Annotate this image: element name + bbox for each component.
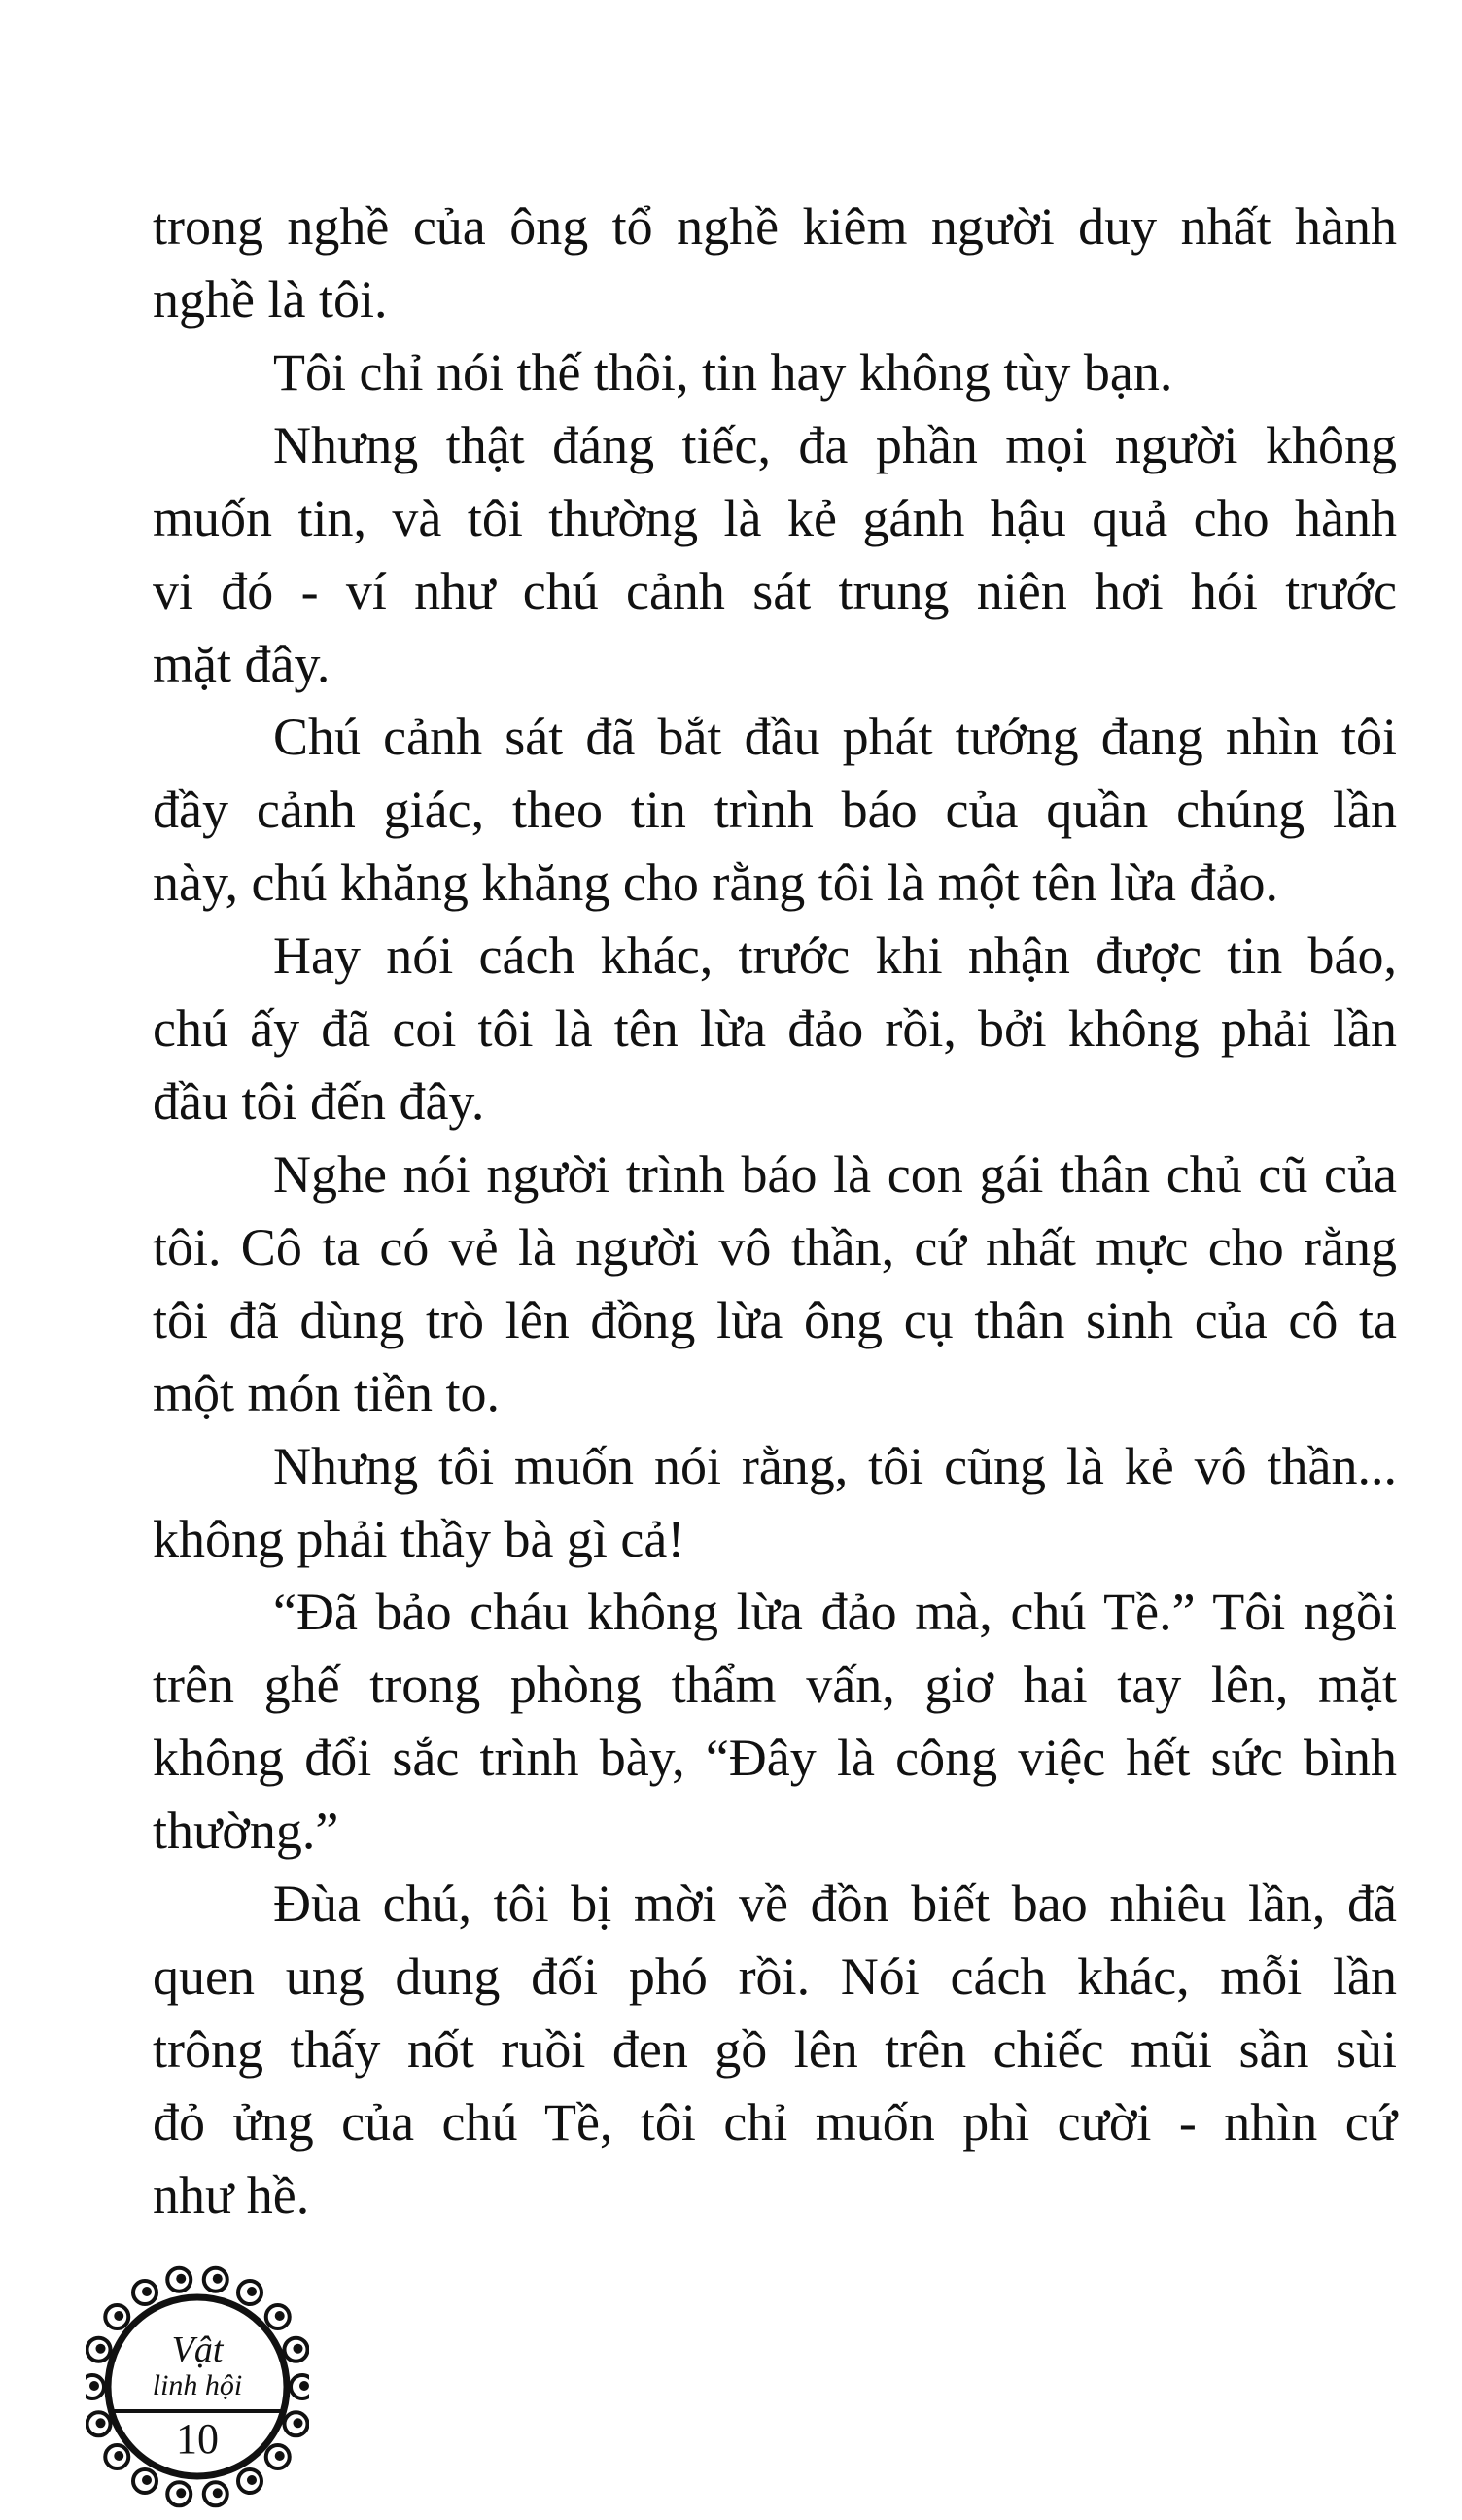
text-line: một món tiền to. xyxy=(153,1364,500,1422)
text-line: đầu tôi đến đây. xyxy=(153,1072,485,1131)
paragraph xyxy=(153,1430,1397,1576)
text-line: này, chú khăng khăng cho rằng tôi là một tên lừa đảo. xyxy=(153,854,1278,912)
text-line: đỏ ửng của chú Tề, tôi chỉ muốn phì cười - nhìn cứ xyxy=(153,2093,1397,2152)
page-number-seal xyxy=(86,2260,309,2513)
text-line: không phải thầy bà gì cả! xyxy=(153,1510,685,1568)
paragraph xyxy=(153,1576,1397,1868)
text-line: tôi đã dùng trò lên đồng lừa ông cụ thân sinh của cô ta xyxy=(153,1291,1397,1349)
text-line: Nghe nói người trình báo là con gái thân chủ cũ của xyxy=(273,1145,1397,1204)
text-line: vi đó - ví như chú cảnh sát trung niên hơi hói trước xyxy=(153,562,1397,620)
swirl-ornament xyxy=(204,2482,227,2505)
text-line: “Đã bảo cháu không lừa đảo mà, chú Tề.” Tôi ngồi xyxy=(273,1583,1397,1641)
text-line: Hay nói cách khác, trước khi nhận được tin báo, xyxy=(273,927,1397,985)
swirl-ornament xyxy=(133,2469,157,2493)
book-title-line2: linh hội xyxy=(152,2369,243,2401)
paragraph xyxy=(153,191,1397,336)
text-line: thường.” xyxy=(153,1802,339,1860)
swirl-ornament xyxy=(105,2305,128,2328)
paragraph xyxy=(153,1868,1397,2232)
swirl-ornament xyxy=(204,2268,227,2292)
page-number: 10 xyxy=(176,2415,219,2463)
text-line: như hề. xyxy=(153,2166,310,2224)
paragraph xyxy=(153,701,1397,920)
text-line: trên ghế trong phòng thẩm vấn, giơ hai tay lên, mặt xyxy=(153,1656,1397,1714)
swirl-ornament xyxy=(167,2482,191,2505)
book-title-line1: Vật xyxy=(171,2329,224,2370)
swirl-ornament xyxy=(266,2305,290,2328)
text-line: chú ấy đã coi tôi là tên lừa đảo rồi, bởi không phải lần xyxy=(153,999,1397,1058)
text-line: Nhưng thật đáng tiếc, đa phần mọi người không xyxy=(273,416,1397,474)
paragraph xyxy=(153,920,1397,1138)
swirl-ornament xyxy=(238,2469,261,2493)
body-text xyxy=(153,191,1397,2232)
text-line: trông thấy nốt ruồi đen gồ lên trên chiếc mũi sần sùi xyxy=(153,2020,1397,2079)
paragraph xyxy=(153,1138,1397,1430)
text-line: Đùa chú, tôi bị mời về đồn biết bao nhiêu lần, đã xyxy=(273,1874,1397,1933)
text-line: quen ung dung đối phó rồi. Nói cách khác, mỗi lần xyxy=(153,1947,1397,2006)
text-line: muốn tin, và tôi thường là kẻ gánh hậu quả cho hành xyxy=(153,489,1397,547)
text-line: nghề là tôi. xyxy=(153,270,388,329)
text-line: tôi. Cô ta có vẻ là người vô thần, cứ nhất mực cho rằng xyxy=(153,1218,1397,1277)
text-line: mặt đây. xyxy=(153,635,331,693)
swirl-ornament xyxy=(133,2281,157,2304)
text-line: Chú cảnh sát đã bắt đầu phát tướng đang nhìn tôi xyxy=(273,708,1397,766)
text-line: không đổi sắc trình bày, “Đây là công việc hết sức bình xyxy=(153,1729,1397,1787)
swirl-ornament xyxy=(167,2268,191,2292)
text-line: đầy cảnh giác, theo tin trình báo của quần chúng lần xyxy=(153,781,1397,839)
text-line: Tôi chỉ nói thế thôi, tin hay không tùy bạn. xyxy=(273,343,1173,402)
text-line: Nhưng tôi muốn nói rằng, tôi cũng là kẻ vô thần... xyxy=(273,1437,1397,1495)
swirl-ornament xyxy=(238,2281,261,2304)
text-line: trong nghề của ông tổ nghề kiêm người duy nhất hành xyxy=(153,197,1397,256)
paragraph xyxy=(153,409,1397,701)
paragraph xyxy=(153,336,1397,409)
